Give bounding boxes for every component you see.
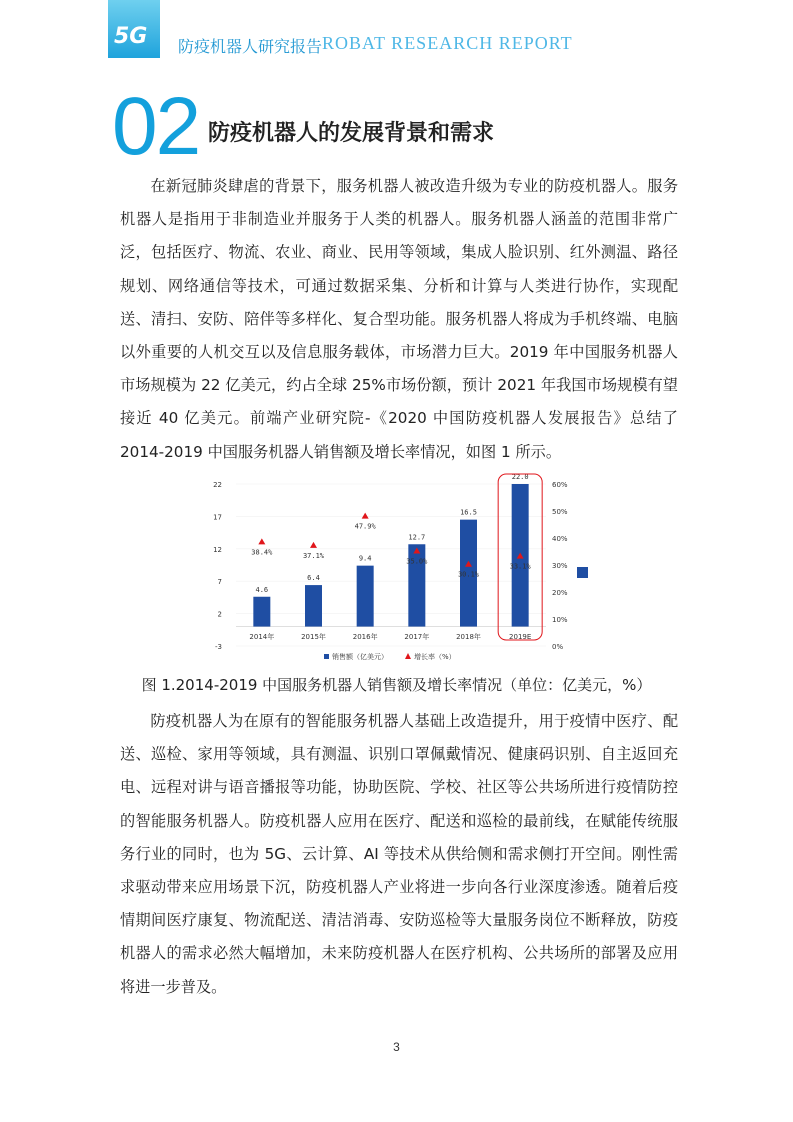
sales-chart — [196, 470, 596, 670]
category-label: 2016年 — [352, 633, 378, 641]
right-tick-label: 10% — [552, 616, 568, 624]
legend-marker-rate — [405, 653, 411, 659]
right-tick-label: 60% — [552, 481, 568, 489]
right-tick-label: 40% — [552, 535, 568, 543]
right-tick-label: 20% — [552, 589, 568, 597]
right-tick-label: 30% — [552, 562, 568, 570]
category-label: 2017年 — [404, 633, 430, 641]
5g-logo — [108, 0, 160, 58]
bar — [305, 585, 322, 626]
rate-value-label: 47.9% — [354, 522, 376, 531]
bar — [357, 566, 374, 627]
rate-marker — [258, 538, 265, 544]
sales-chart-svg — [196, 470, 596, 670]
paragraph-intro: 在新冠肺炎肆虐的背景下，服务机器人被改造升级为专业的防疫机器人。服务机器人是指用于非制造业并服务于人类的机器人。服务机器人涵盖的范围非常广泛，包括医疗、物流、农业、商业、民用等领域，集成人脸识别、红外测温、路径规划、网络通信等技术，可通过数据采集、分析和计算与人类进行协作，实现配送、清扫、安防、陪伴等多样化、复合型功能。服务机器人将成为手机终端、电脑以外重要的人机交互以及信息服务载体，市场潜力巨大。2019 年中国服务机器人市场规模为 22 亿美元，约占全球 25%市场份额，预计 2021 年我国市场规模有望接近 40 亿美元。前端产业研究院-《2020 中国防疫机器人发展报告》总结了 2014-2019 中国服务机器人销售额及增长率情况，如图 1 所示。 — [120, 177, 678, 461]
rate-marker — [310, 542, 317, 548]
bar-value-label: 9.4 — [358, 554, 372, 563]
bar-value-label: 6.4 — [307, 574, 320, 583]
section-title: 防疫机器人的发展背景和需求 — [208, 121, 495, 146]
bar-value-label: 4.6 — [255, 585, 269, 594]
legend-swatch-sales — [324, 654, 329, 659]
page-number: 3 — [393, 1040, 400, 1054]
rate-marker — [362, 513, 369, 519]
bar-value-label: 22.0 — [511, 473, 529, 481]
left-tick-label: -3 — [215, 643, 222, 651]
left-tick-label: 22 — [213, 481, 222, 489]
left-tick-label: 12 — [213, 545, 222, 554]
left-tick-label: 17 — [213, 513, 222, 522]
right-tick-label: 50% — [552, 508, 568, 516]
right-tick-label: 0% — [552, 643, 564, 651]
category-label: 2019E — [509, 633, 532, 641]
rate-value-label: 38.4% — [251, 548, 273, 557]
left-tick-label: 2 — [217, 610, 222, 619]
legend-label-rate: 增长率（%） — [414, 653, 456, 661]
rate-value-label: 37.1% — [302, 551, 325, 560]
legend-label-sales: 销售额（亿美元） — [332, 653, 388, 661]
category-label: 2018年 — [456, 633, 481, 641]
header-title-cn: 防疫机器人研究报告 — [178, 37, 323, 56]
rate-value-label: 30.1% — [457, 570, 480, 579]
rate-value-label: 33.1% — [509, 562, 531, 571]
paragraph-body: 防疫机器人为在原有的智能服务机器人基础上改造提升，用于疫情中医疗、配送、巡检、家用等领域，具有测温、识别口罩佩戴情况、健康码识别、自主返回充电、远程对讲与语音播报等功能，协助医院、学校、社区等公共场所进行疫情防控的智能服务机器人。防疫机器人应用在医疗、配送和巡检的最前线，在赋能传统服务行业的同时，也为 5G、云计算、AI 等技术从供给侧和需求侧打开空间。刚性需求驱动带来应用场景下沉，防疫机器人产业将进一步向各行业深度渗透。随着后疫情期间医疗康复、物流配送、清洁消毒、安防巡检等大量服务岗位不断释放，防疫机器人的需求必然大幅增加，未来防疫机器人在医疗机构、公共场所的部署及应用将进一步普及。 — [120, 712, 678, 996]
logo-text: 5G — [114, 24, 148, 49]
header-title-en: ROBAT RESEARCH REPORT — [322, 33, 573, 53]
section-number: 02 — [112, 81, 200, 172]
bar-value-label: 12.7 — [408, 533, 426, 542]
side-marker-square — [577, 567, 588, 578]
figure-caption: 图 1.2014-2019 中国服务机器人销售额及增长率情况（单位：亿美元，%） — [141, 676, 652, 694]
category-label: 2014年 — [249, 633, 275, 641]
bar — [253, 597, 270, 627]
category-label: 2015年 — [301, 633, 326, 641]
page-header — [0, 0, 793, 66]
left-tick-label: 7 — [217, 578, 222, 587]
rate-value-label: 35.0% — [406, 557, 428, 566]
bar-value-label: 16.5 — [460, 508, 477, 517]
